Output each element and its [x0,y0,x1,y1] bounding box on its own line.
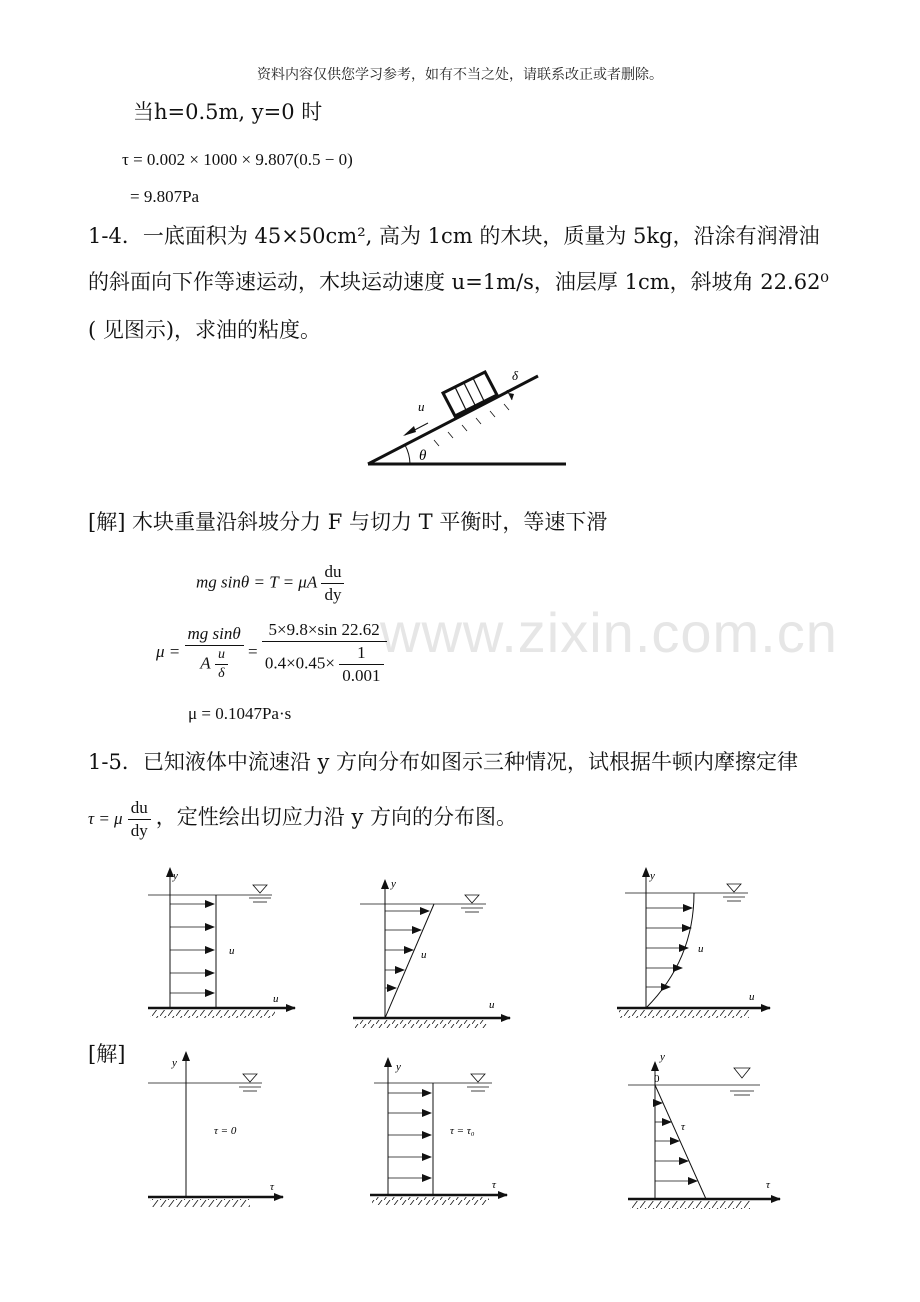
fig-f-zero-label: 0 [654,1073,660,1085]
viscosity-result: μ = 0.1047Pa·s [188,704,292,723]
delta-label: δ [512,368,519,383]
fig-f-y-label: y [660,1051,665,1063]
fig-a-axis-u-label: u [273,993,279,1005]
fig-b-y-label: y [391,878,396,890]
fig-c-axis-u-label: u [749,991,755,1003]
fig-d-tau-zero-label: τ = 0 [214,1125,237,1137]
fig-d-y-label: y [172,1057,177,1069]
problem-1-5-line1: 1-5．已知液体中流速沿 y 方向分布如图示三种情况，试根据牛顿内摩擦定律 [88,750,799,774]
velocity-profile-linear [353,880,510,1028]
problem-1-5-line2: τ = μ $\frac{du}{dy}$ ，定性绘出切应力沿 y 方向的分布图。 [88,798,517,840]
fig-a-u-label: u [229,945,235,957]
shear-distribution-linear [628,1062,780,1209]
velocity-profile-parabolic [617,868,770,1018]
fig-e-y-label: y [396,1061,401,1073]
u-label: u [418,399,425,414]
fig-f-tau-label: τ [681,1121,685,1133]
watermark: www.zixin.com.cn [380,601,838,664]
fig-a-y-label: y [173,870,178,882]
fig-c-u-label: u [698,943,704,955]
theta-label: θ [419,448,427,464]
tau-result: = 9.807Pa [130,187,200,206]
problem-1-4-line2: 的斜面向下作等速运动，木块运动速度 u=1m/s，油层厚 1cm，斜坡角 22.62⁰ [88,270,829,294]
fig-e-tau-const-label: τ = τ₀ [450,1125,475,1137]
fig-e-axis-tau-label: τ [492,1179,496,1191]
page-header: 资料内容仅供您学习参考，如有不当之处，请联系改正或者删除。 [257,67,663,83]
solution-1-5-label: [解] [88,1042,126,1066]
shear-distribution-constant [370,1058,507,1205]
fig-d-axis-tau-label: τ [270,1181,274,1193]
condition-line: 当h=0.5m, y=0 时 [133,100,323,124]
tau-equation: τ = 0.002 × 1000 × 9.807(0.5 − 0) [122,150,353,169]
viscosity-equation: μ = mg sinθ A $\frac{u}{\delta}$ = 5×9.8×sin 22.62 0.4×0.45× $\frac{1}{0.001}$ [156,620,387,686]
fig-b-u-label: u [421,949,427,961]
force-balance-equation: mg sinθ = T = μA $\frac{du}{dy}$ [196,562,344,605]
fig-b-axis-u-label: u [489,999,495,1011]
solution-1-4-intro: [解] 木块重量沿斜坡分力 F 与切力 T 平衡时，等速下滑 [88,510,608,534]
fig-f-axis-tau-label: τ [766,1179,770,1191]
problem-1-4-line1: 1-4．一底面积为 45×50cm², 高为 1cm 的木块，质量为 5kg，沿涂有润滑油 [88,224,820,248]
fig-c-y-label: y [650,870,655,882]
problem-1-4-line3: ( 见图示)，求油的粘度。 [88,318,322,342]
